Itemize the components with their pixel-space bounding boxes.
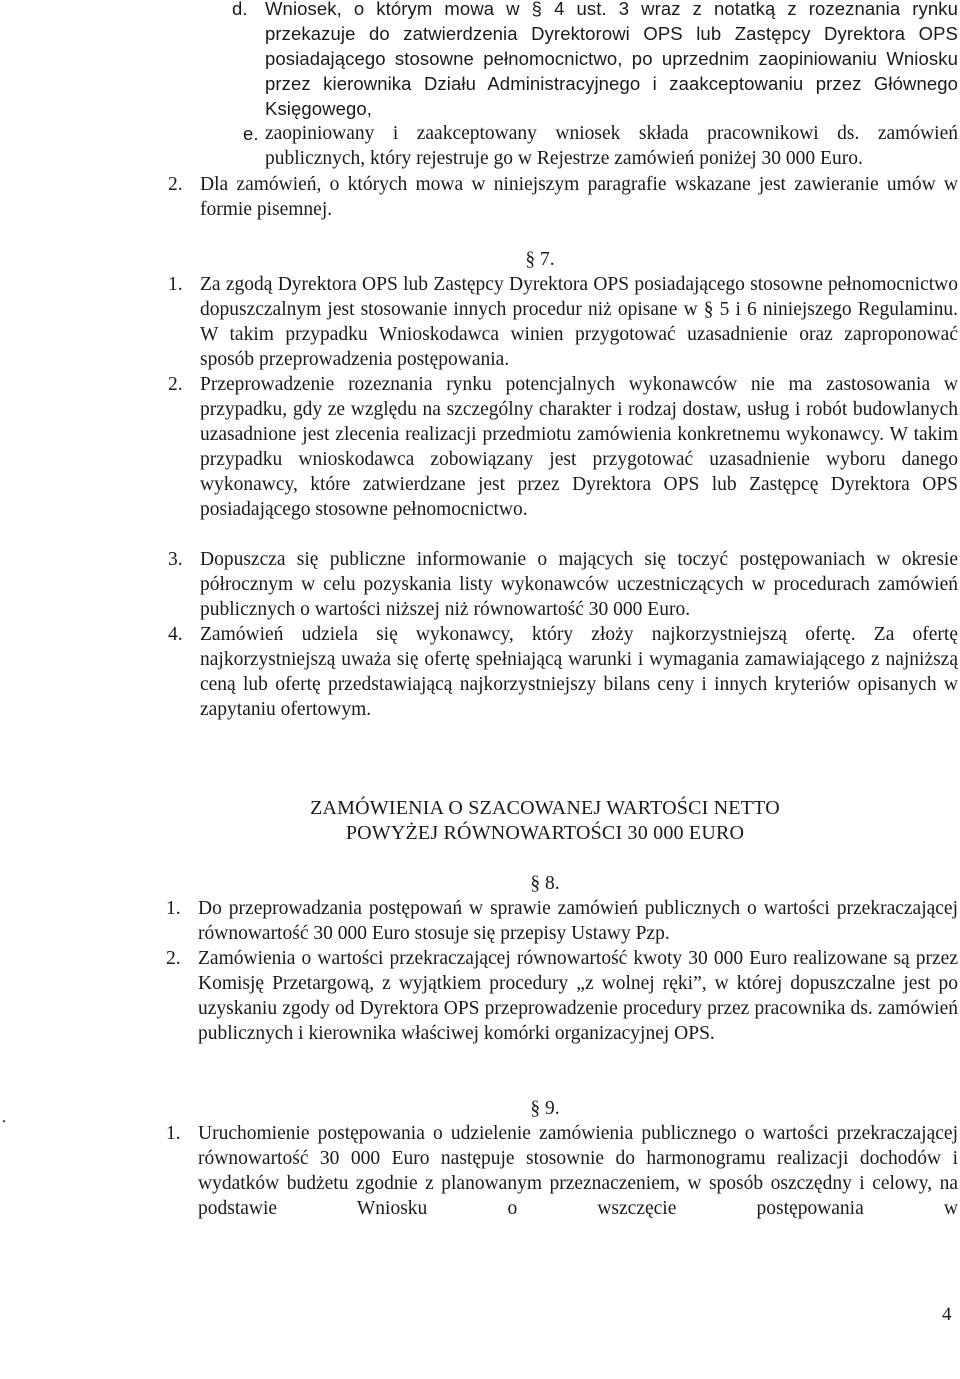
list-marker-8-2: 2. (166, 948, 181, 969)
scan-speck: • (2, 1116, 6, 1128)
list-marker-7-3: 3. (168, 549, 183, 570)
list-marker-d: d. (232, 0, 248, 19)
paragraph-9-1: Uruchomienie postępowania o udzielenie zamówienia publicznego o wartości przekraczającej równowartość 30 000 Euro następuje stosownie do harmonogramu realizacji dochodów i wydatków budżetu zgodnie z planowanym przeznaczeniem, w sposób oszczędny i celowy, na podstawie Wniosku o wszczęcie postępowania w (198, 1123, 958, 1219)
section-7-title: § 7. (525, 249, 555, 270)
list-marker-7-2: 2. (168, 374, 183, 395)
list-marker-8-1: 1. (166, 898, 181, 919)
paragraph-7-2: Przeprowadzenie rozeznania rynku potencjalnych wykonawców nie ma zastosowania w przypadku, gdy ze względu na szczególny charakter i rodzaj dostaw, usług i robót budowlanych uzasadnione jest zlecenia realizacji przedmiotu zamówienia konkretnemu wykonawcy. W takim przypadku wnioskodawca zobowiązany jest przygotować uzasadnienie wyboru danego wykonawcy, które zatwierdzane jest przez Dyrektora OPS lub Zastępcę Dyrektora OPS posiadającego stosowne pełnomocnictwo. (200, 374, 958, 520)
paragraph-d: Wniosek, o którym mowa w § 4 ust. 3 wraz z notatką z rozeznania rynku przekazuje do zatwierdzenia Dyrektorowi OPS lub Zastępcy Dyrektora OPS posiadającego stosowne pełnomocnictwo, po uprzednim zaopiniowaniu Wniosku przez kierownika Działu Administracyjnego i zaakceptowaniu przez Głównego Księgowego, (265, 0, 958, 119)
list-marker-9-1: 1. (166, 1123, 181, 1144)
list-marker-7-1: 1. (168, 274, 183, 295)
paragraph-7-3: Dopuszcza się publiczne informowanie o mających się toczyć postępowaniach w okresie półrocznym w celu pozyskania listy wykonawców uczestniczących w procedurach zamówień publicznych o wartości niższej niż równowartość 30 000 Euro. (200, 549, 958, 620)
list-marker-6-2: 2. (168, 174, 183, 195)
section-9-title: § 9. (530, 1098, 560, 1119)
paragraph-8-1: Do przeprowadzania postępowań w sprawie zamówień publicznych o wartości przekraczającej równowartość 30 000 Euro stosuje się przepisy Ustawy Pzp. (198, 898, 958, 944)
paragraph-e: zaopiniowany i zaakceptowany wniosek składa pracownikowi ds. zamówień publicznych, który rejestruje go w Rejestrze zamówień poniżej 30 000 Euro. (265, 123, 958, 169)
paragraph-7-1: Za zgodą Dyrektora OPS lub Zastępcy Dyrektora OPS posiadającego stosowne pełnomocnictwo dopuszczalnym jest stosowanie innych procedur niż opisane w § 5 i 6 niniejszego Regulaminu. W takim przypadku Wnioskodawca winien przygotować uzasadnienie oraz zaproponować sposób przeprowadzenia postępowania. (200, 274, 958, 370)
chapter-heading-line-2: POWYŻEJ RÓWNOWARTOŚCI 30 000 EURO (345, 822, 745, 844)
page-number: 4 (942, 1304, 952, 1325)
section-8-title: § 8. (530, 873, 560, 894)
chapter-heading-line-1: ZAMÓWIENIA O SZACOWANEJ WARTOŚCI NETTO (310, 797, 780, 819)
paragraph-6-2: Dla zamówień, o których mowa w niniejszym paragrafie wskazane jest zawieranie umów w formie pisemnej. (200, 174, 958, 220)
paragraph-7-4: Zamówień udziela się wykonawcy, który złoży najkorzystniejszą ofertę. Za ofertę najkorzystniejszą uważa się ofertę spełniającą warunki i wymagania zamawiającego z najniższą ceną lub ofertę przedstawiającą najkorzystniejszy bilans ceny i innych kryteriów opisanych w zapytaniu ofertowym. (200, 624, 958, 720)
list-marker-e: e. (243, 123, 259, 144)
list-marker-7-4: 4. (168, 624, 183, 645)
paragraph-8-2: Zamówienia o wartości przekraczającej równowartość kwoty 30 000 Euro realizowane są przez Komisję Przetargową, z wyjątkiem procedury „z wolnej ręki”, w której dopuszczalne jest po uzyskaniu zgody od Dyrektora OPS przeprowadzenie procedury przez pracownika ds. zamówień publicznych i kierownika właściwej komórki organizacyjnej OPS. (198, 948, 958, 1044)
